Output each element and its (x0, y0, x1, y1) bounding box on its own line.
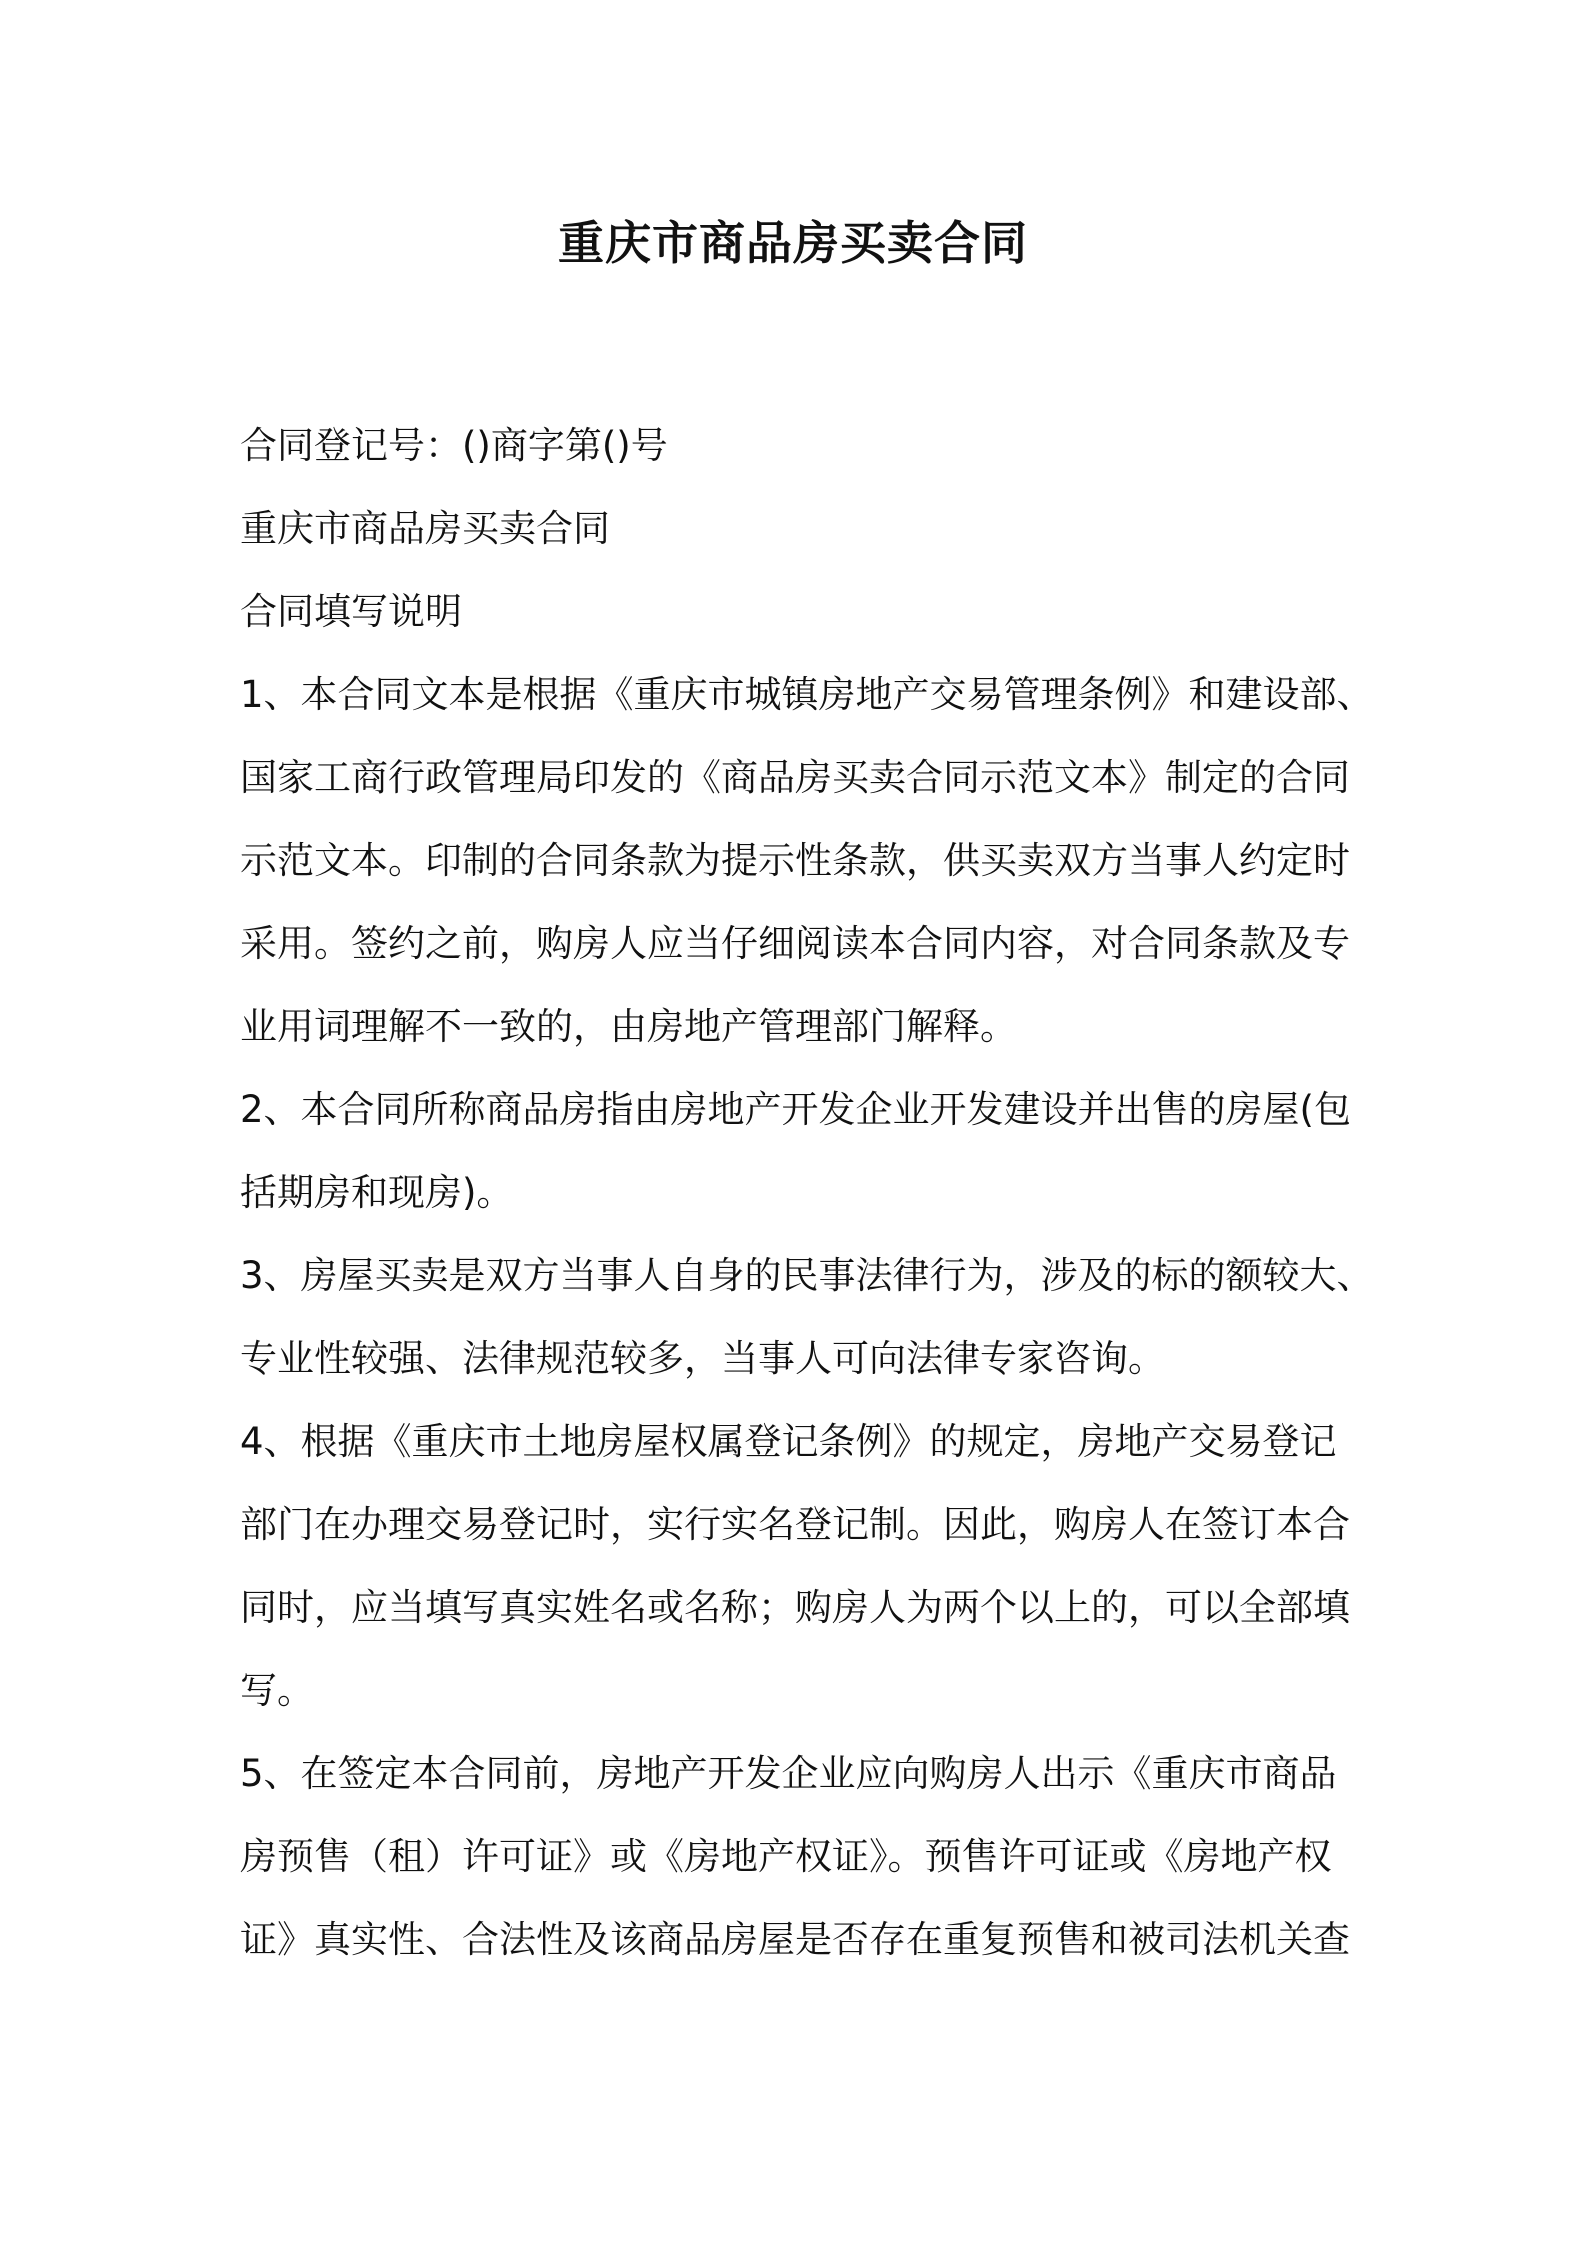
document-body (240, 404, 1380, 1981)
document-title: 重庆市商品房买卖合同 (558, 216, 1028, 270)
text-line: 合同填写说明 (240, 590, 462, 633)
text-line: 3、房屋买卖是双方当事人自身的民事法律行为，涉及的标的额较大、 (240, 1254, 1374, 1297)
text-line: 同时，应当填写真实姓名或名称；购房人为两个以上的，可以全部填 (240, 1586, 1350, 1629)
text-line: 1、本合同文本是根据《重庆市城镇房地产交易管理条例》和建设部、 (240, 673, 1374, 716)
text-line: 房预售（租）许可证》或《房地产权证》。预售许可证或《房地产权 (240, 1835, 1332, 1878)
text-line: 合同登记号：()商字第()号 (240, 424, 668, 467)
text-line: 部门在办理交易登记时，实行实名登记制。因此，购房人在签订本合 (240, 1503, 1350, 1546)
text-line: 采用。签约之前，购房人应当仔细阅读本合同内容，对合同条款及专 (240, 922, 1350, 965)
text-line: 括期房和现房)。 (240, 1171, 514, 1214)
text-line: 重庆市商品房买卖合同 (240, 507, 610, 550)
text-line: 4、根据《重庆市土地房屋权属登记条例》的规定，房地产交易登记 (240, 1420, 1337, 1463)
text-line: 示范文本。印制的合同条款为提示性条款，供买卖双方当事人约定时 (240, 839, 1350, 882)
text-line: 证》真实性、合法性及该商品房屋是否存在重复预售和被司法机关查 (240, 1918, 1350, 1961)
text-line: 专业性较强、法律规范较多，当事人可向法律专家咨询。 (240, 1337, 1165, 1380)
text-line: 5、在签定本合同前，房地产开发企业应向购房人出示《重庆市商品 (240, 1752, 1337, 1795)
text-line: 国家工商行政管理局印发的《商品房买卖合同示范文本》制定的合同 (240, 756, 1350, 799)
text-line: 写。 (240, 1669, 314, 1712)
text-line: 2、本合同所称商品房指由房地产开发企业开发建设并出售的房屋(包 (240, 1088, 1351, 1131)
text-line: 业用词理解不一致的，由房地产管理部门解释。 (240, 1005, 1017, 1048)
